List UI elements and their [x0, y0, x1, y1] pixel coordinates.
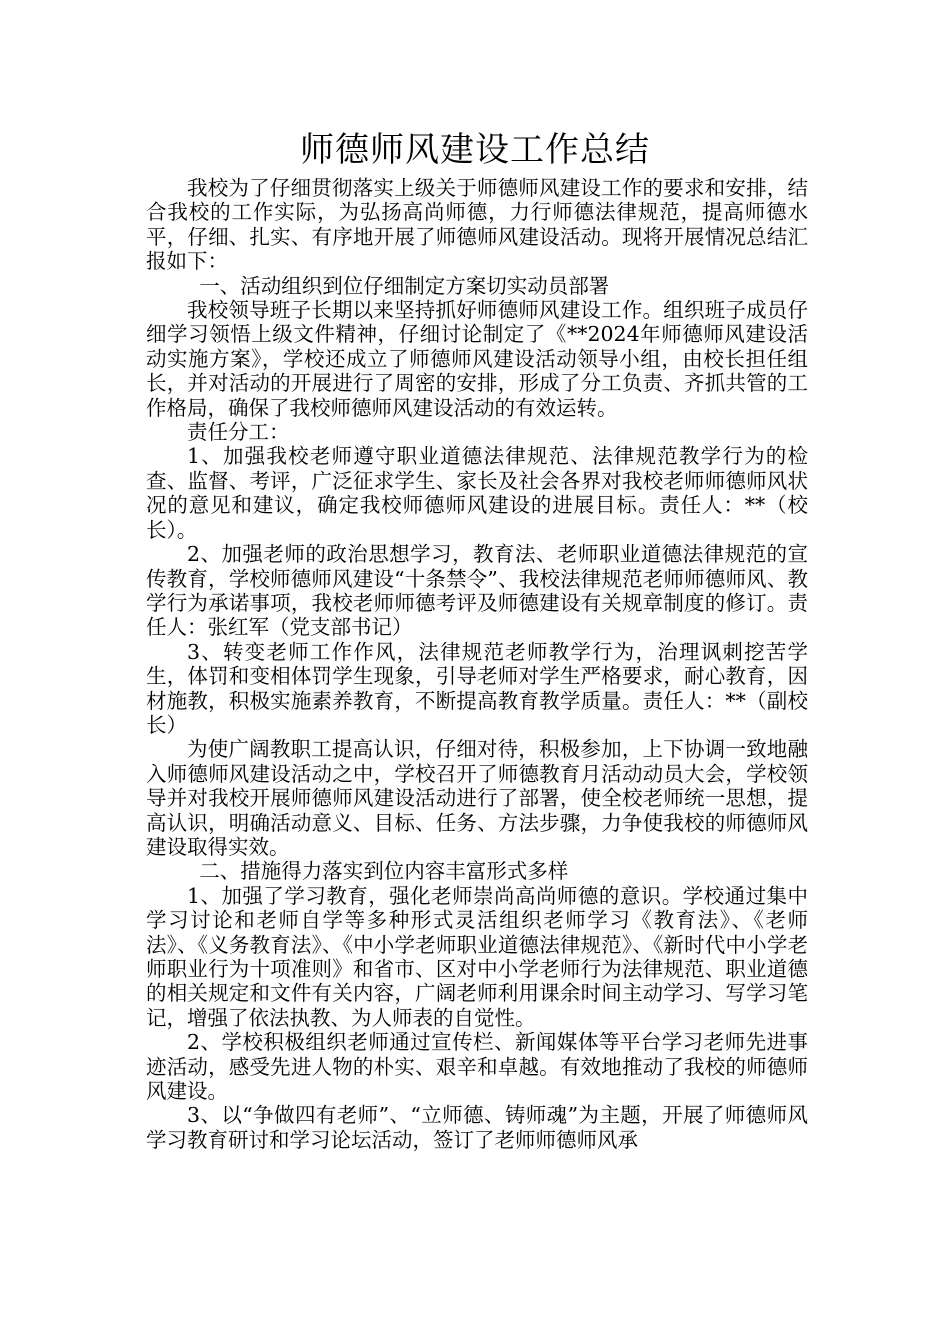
- measure-item-1: 1、加强了学习教育，强化老师崇尚高尚师德的意识。学校通过集中学习讨论和老师自学等多种形式灵活组织老师学习《教育法》、《老师法》、《义务教育法》、《中小学老师职业道德法律规范》、《新时代中小学老师职业行为十项准则》和省市、区对中小学老师行为法律规范、职业道德的相关规定和文件有关内容，广阔老师利用课余时间主动学习、写学习笔记，增强了依法执教、为人师表的自觉性。: [146, 883, 808, 1030]
- intro-paragraph: 我校为了仔细贯彻落实上级关于师德师风建设工作的要求和安排，结合我校的工作实际，为弘扬高尚师德，力行师德法律规范，提高师德水平，仔细、扎实、有序地开展了师德师风建设活动。现将开展情况总结汇报如下：: [146, 176, 808, 274]
- responsibility-label: 责任分工：: [187, 420, 290, 445]
- body-paragraph: 我校领导班子长期以来坚持抓好师德师风建设工作。组织班子成员仔细学习领悟上级文件精神，仔细讨论制定了《**2024年师德师风建设活动实施方案》，学校还成立了师德师风建设活动领导小组，由校长担任组长，并对活动的开展进行了周密的安排，形成了分工负责、齐抓共管的工作格局，确保了我校师德师风建设活动的有效运转。: [146, 298, 808, 420]
- measure-item-3: 3、以“争做四有老师”、“立师德、铸师魂”为主题，开展了师德师风学习教育研讨和学习论坛活动，签订了老师师德师风承: [146, 1103, 808, 1152]
- responsibility-item-3: 3、转变老师工作作风，法律规范老师教学行为，治理讽刺挖苦学生，体罚和变相体罚学生现象，引导老师对学生严格要求，耐心教育，因材施教，积极实施素养教育，不断提高教育教学质量。责任人：**（副校长）: [146, 639, 808, 737]
- measure-item-2: 2、学校积极组织老师通过宣传栏、新闻媒体等平台学习老师先进事迹活动，感受先进人物的朴实、艰辛和卓越。有效地推动了我校的师德师风建设。: [146, 1030, 808, 1104]
- section-heading-1: 一、活动组织到位仔细制定方案切实动员部署: [199, 273, 610, 298]
- document-body: [146, 176, 808, 1152]
- document-title: 师德师风建设工作总结: [300, 130, 650, 170]
- section-heading-2: 二、措施得力落实到位内容丰富形式多样: [199, 859, 569, 884]
- responsibility-item-2: 2、加强老师的政治思想学习，教育法、老师职业道德法律规范的宣传教育，学校师德师风建设“十条禁令”、我校法律规范老师师德师风、教学行为承诺事项，我校老师师德考评及师德建设有关规章制度的修订。责任人：张红军（党支部书记）: [146, 542, 808, 640]
- body-paragraph: 为使广阔教职工提高认识，仔细对待，积极参加，上下协调一致地融入师德师风建设活动之中，学校召开了师德教育月活动动员大会，学校领导并对我校开展师德师风建设活动进行了部署，使全校老师统一思想，提高认识，明确活动意义、目标、任务、方法步骤，力争使我校的师德师风建设取得实效。: [146, 737, 808, 859]
- responsibility-item-1: 1、加强我校老师遵守职业道德法律规范、法律规范教学行为的检查、监督、考评，广泛征求学生、家长及社会各界对我校老师师德师风状况的意见和建议，确定我校师德师风建设的进展目标。责任人：**（校长）。: [146, 444, 808, 542]
